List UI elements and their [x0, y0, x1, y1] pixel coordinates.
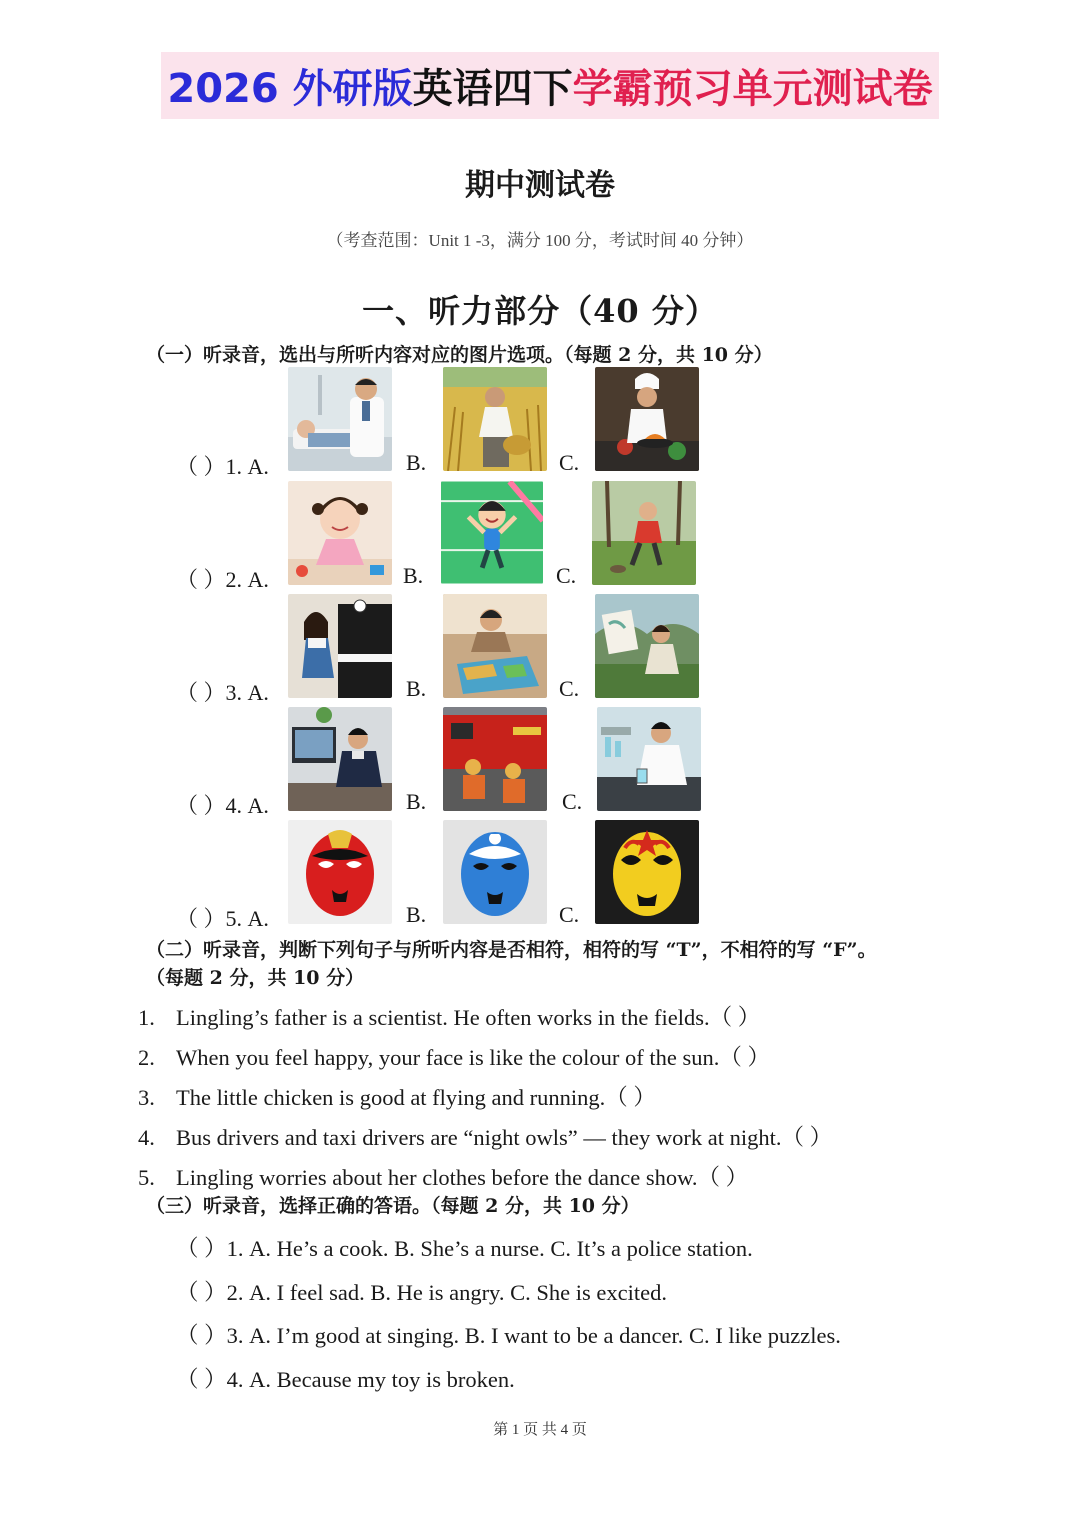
- q3-label: （ ）3. A.: [176, 680, 269, 705]
- police-officer-computer-image[interactable]: [288, 707, 392, 811]
- part-heading: 一、听力部分（40 分）: [362, 292, 718, 330]
- mc-item: （ ）2. A. I feel sad. B. He is angry. C. She is excited.: [176, 1280, 667, 1305]
- red-opera-mask-image[interactable]: [288, 820, 392, 924]
- q5-option-c-label: C.: [559, 902, 580, 927]
- blue-opera-mask-image[interactable]: [443, 820, 547, 924]
- tf-item: 3. The little chicken is good at flying and running.（ ）: [138, 1085, 656, 1110]
- tf-item: 5. Lingling worries about her clothes before the dance show.（ ）: [138, 1165, 749, 1190]
- banner-part-1: 2026 外研版: [167, 66, 413, 112]
- girl-piano-image[interactable]: [288, 594, 392, 698]
- scientist-lab-image[interactable]: [597, 707, 701, 811]
- banner-part-3: 学霸预习单元测试卷: [572, 66, 933, 112]
- doctor-patient-image[interactable]: [288, 367, 392, 471]
- section-3-heading: （三）听录音，选择正确的答语。（每题 2 分，共 10 分）: [146, 1195, 640, 1217]
- exam-scope: （考查范围：Unit 1 -3，满分 100 分，考试时间 40 分钟）: [326, 231, 754, 250]
- boy-puzzle-image[interactable]: [443, 594, 547, 698]
- q4-option-b-label: B.: [406, 789, 427, 814]
- woman-painting-image[interactable]: [595, 594, 699, 698]
- mc-item: （ ）4. A. Because my toy is broken.: [176, 1367, 515, 1392]
- page-footer: 第 1 页 共 4 页: [493, 1422, 587, 1438]
- q1-option-c-label: C.: [559, 450, 580, 475]
- q3-option-b-label: B.: [406, 676, 427, 701]
- q3-option-c-label: C.: [559, 676, 580, 701]
- q2-option-b-label: B.: [403, 563, 424, 588]
- boy-chasing-duck-image[interactable]: [592, 481, 696, 585]
- q5-label: （ ）5. A.: [176, 906, 269, 931]
- exam-title: 期中测试卷: [465, 168, 615, 203]
- tf-item: 1. Lingling’s father is a scientist. He often works in the fields.（ ）: [138, 1005, 761, 1030]
- mc-item: （ ）1. A. He’s a cook. B. She’s a nurse. C. It’s a police station.: [176, 1236, 753, 1261]
- section-2-heading-line-1: （二）听录音，判断下列句子与所听内容是否相符，相符的写 “T”，不相符的写 “F”。: [146, 939, 877, 961]
- mc-item: （ ）3. A. I’m good at singing. B. I want to be a dancer. C. I like puzzles.: [176, 1323, 841, 1348]
- q1-option-b-label: B.: [406, 450, 427, 475]
- happy-boy-cartoon-image[interactable]: [441, 481, 543, 584]
- farmer-field-image[interactable]: [443, 367, 547, 471]
- yellow-opera-mask-image[interactable]: [595, 820, 699, 924]
- firefighters-image[interactable]: [443, 707, 547, 811]
- crying-girl-image[interactable]: [288, 481, 392, 585]
- q5-option-b-label: B.: [406, 902, 427, 927]
- chef-cooking-image[interactable]: [595, 367, 699, 471]
- title-banner: [161, 52, 939, 119]
- q2-label: （ ）2. A.: [176, 567, 269, 592]
- banner-part-2: 英语四下: [412, 66, 573, 112]
- tf-item: 4. Bus drivers and taxi drivers are “night owls” — they work at night.（ ）: [138, 1125, 833, 1150]
- q2-option-c-label: C.: [556, 563, 577, 588]
- q1-label: （ ）1. A.: [176, 454, 269, 479]
- q4-option-c-label: C.: [562, 789, 583, 814]
- section-2-heading-line-2: （每题 2 分，共 10 分）: [146, 967, 365, 989]
- section-1-heading: （一）听录音，选出与所听内容对应的图片选项。（每题 2 分，共 10 分）: [146, 344, 773, 366]
- q4-label: （ ）4. A.: [176, 793, 269, 818]
- tf-item: 2. When you feel happy, your face is like the colour of the sun.（ ）: [138, 1045, 770, 1070]
